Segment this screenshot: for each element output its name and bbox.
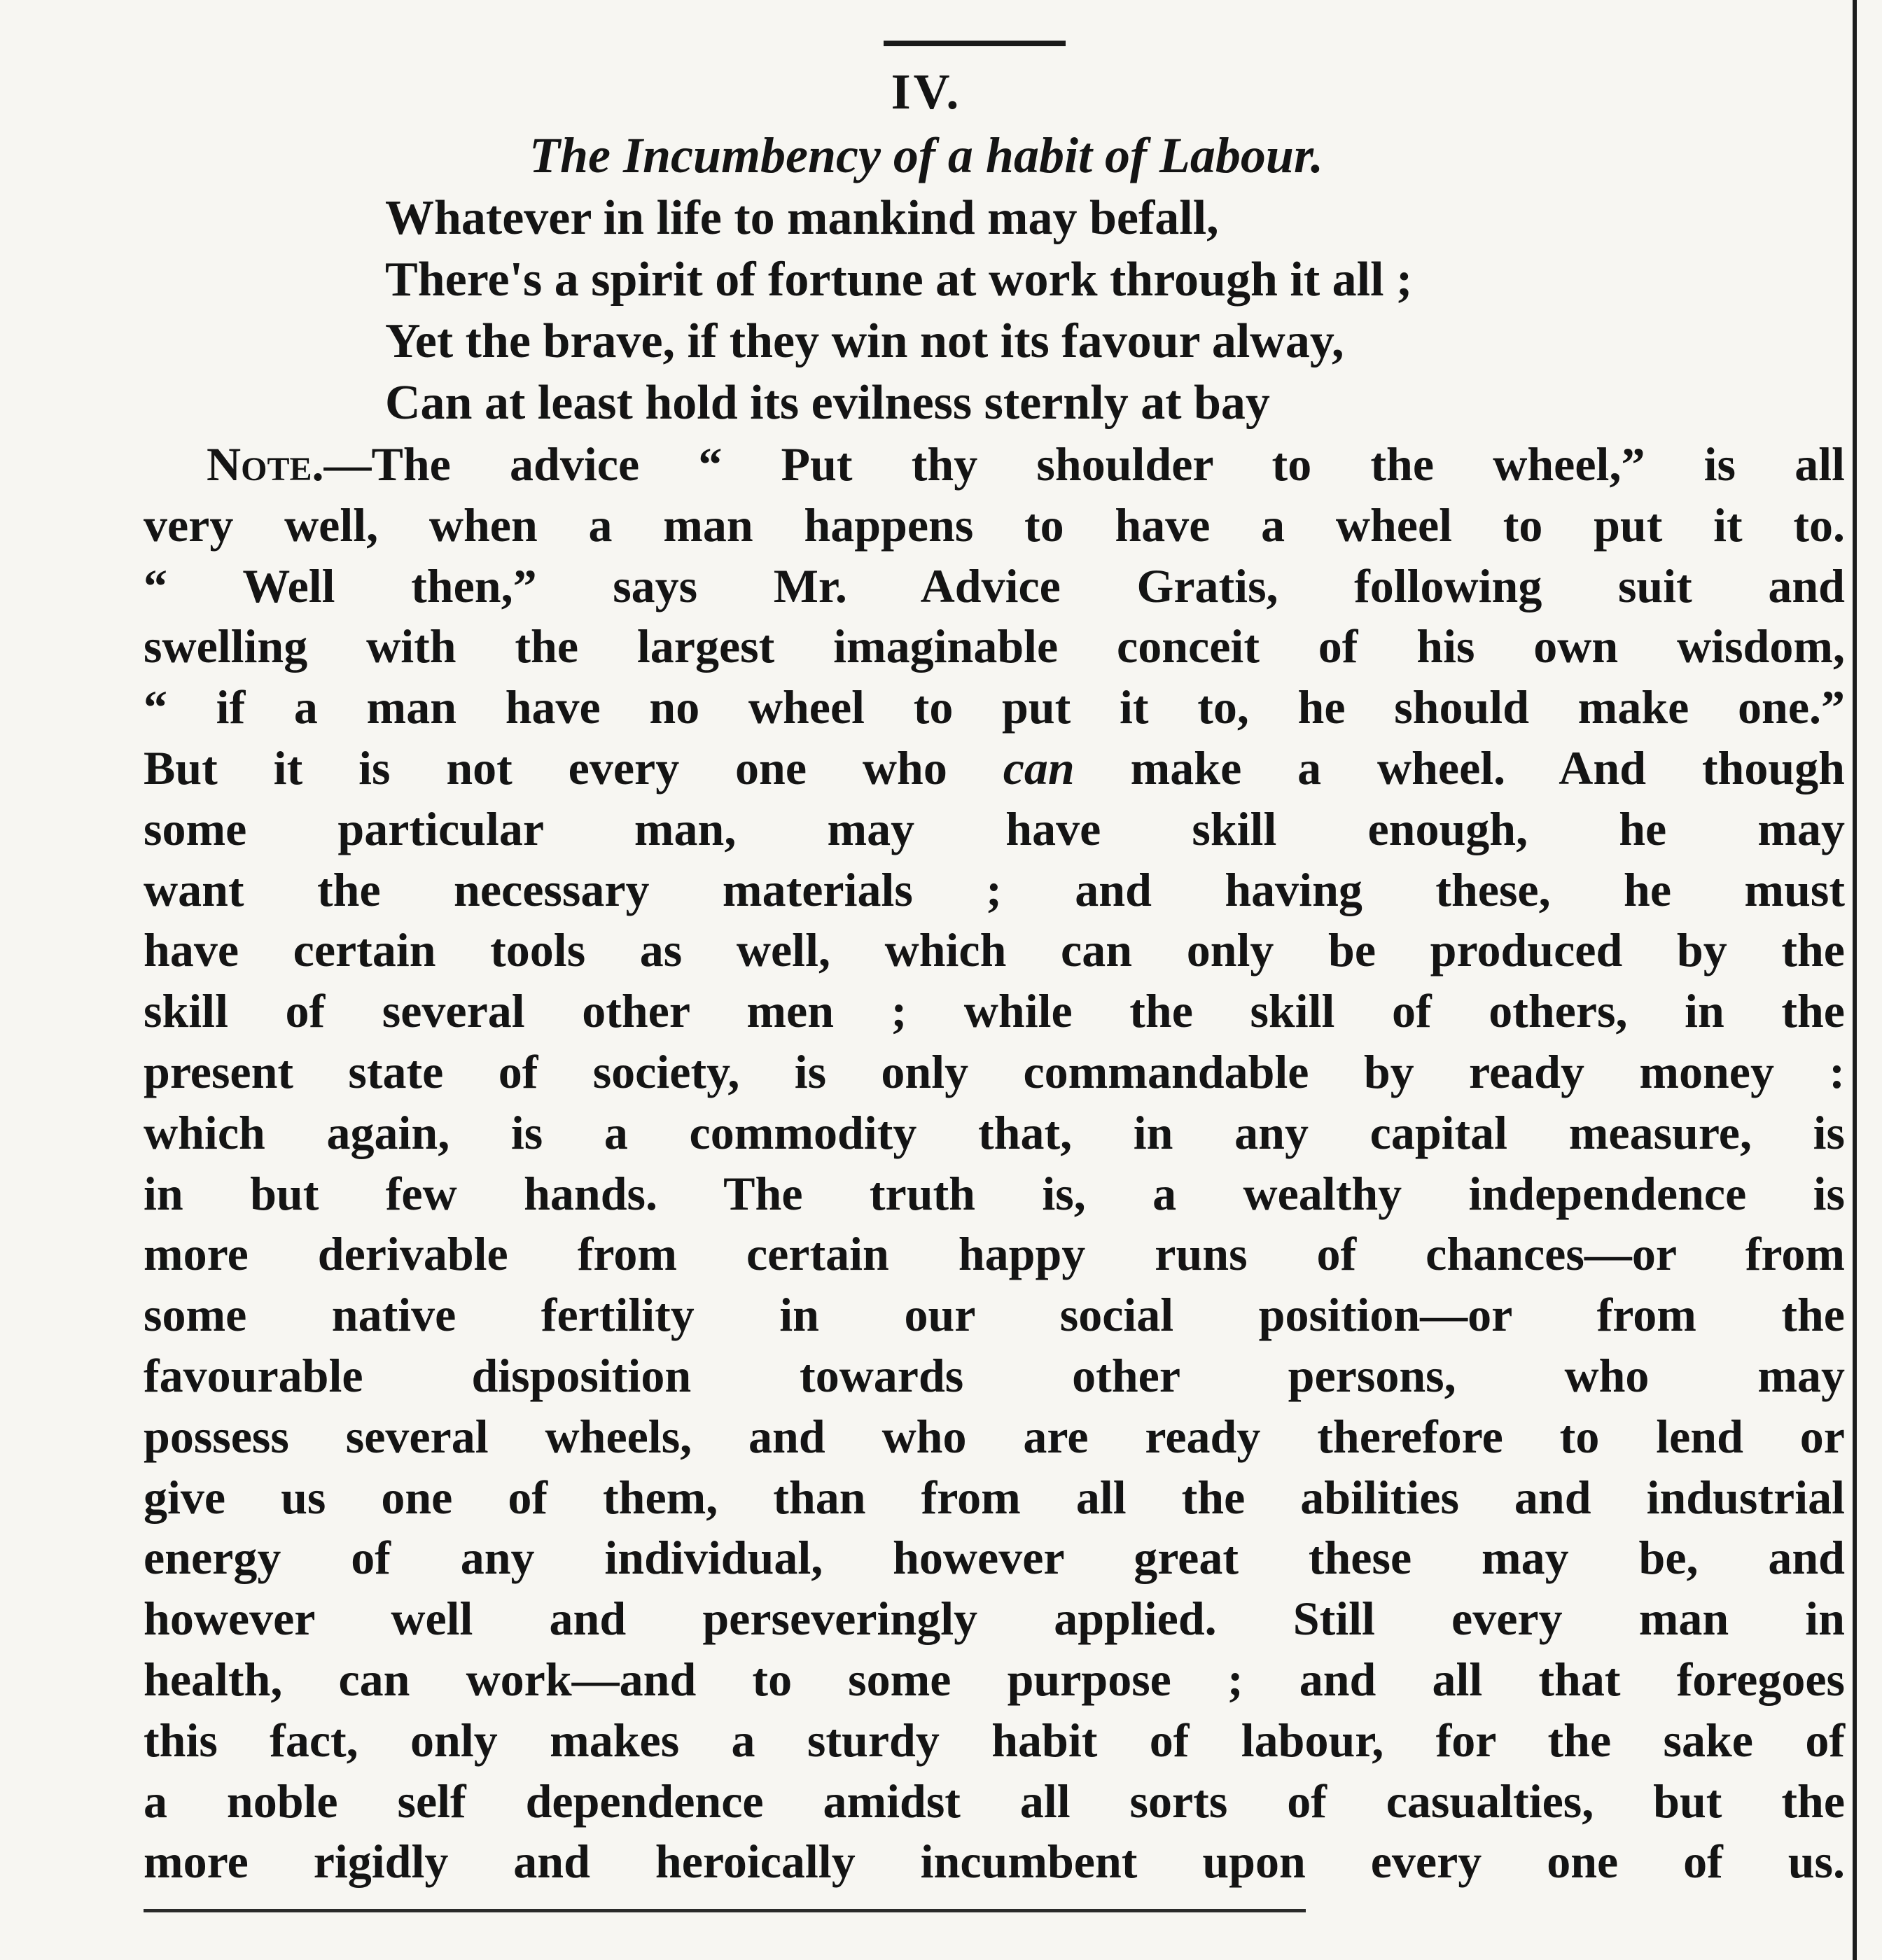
bottom-rule	[144, 1909, 1306, 1912]
note-line: energy of any individual, however great these may be, and	[144, 1531, 1845, 1585]
column-rule	[1853, 0, 1857, 1960]
section-divider-rule	[884, 41, 1066, 46]
note-line: present state of society, is only commandable by ready money :	[144, 1044, 1845, 1098]
section-number: IV.	[891, 64, 962, 120]
note-line: health, can work—and to some purpose ; and all that foregoes	[144, 1652, 1845, 1706]
note-line: some particular man, may have skill enough, he may	[144, 802, 1845, 855]
note-line: possess several wheels, and who are ready therefore to lend or	[144, 1409, 1845, 1463]
note-line: some native fertility in our social position—or from the	[144, 1288, 1845, 1342]
poem-stanza	[385, 188, 1820, 434]
emphasis-word: can	[1003, 741, 1075, 794]
note-line: “ Well then,” says Mr. Advice Gratis, following suit and	[144, 559, 1845, 612]
note-line: give us one of them, than from all the abilities and industrial	[144, 1470, 1845, 1524]
note-line: however well and perseveringly applied. Still every man in	[144, 1592, 1845, 1646]
poem-line: Can at least hold its evilness sternly at bay	[385, 376, 1270, 430]
poem-line: Whatever in life to mankind may befall,	[385, 191, 1219, 245]
note-line	[144, 434, 1845, 495]
note-line: favourable disposition towards other persons, who may	[144, 1348, 1845, 1402]
note-label: Note.	[207, 438, 324, 491]
note-line: this fact, only makes a sturdy habit of labour, for the sake of	[144, 1713, 1845, 1767]
note-line: want the necessary materials ; and having these, he must	[144, 862, 1845, 916]
note-line: more rigidly and heroically incumbent upon every one of us.	[144, 1835, 1845, 1889]
poem-line: There's a spirit of fortune at work through it all ;	[385, 253, 1413, 307]
note-line: swelling with the largest imaginable conceit of his own wisdom,	[144, 620, 1845, 673]
section-heading: The Incumbency of a habit of Labour.	[529, 127, 1324, 183]
note-line-suffix: make a wheel. And though	[1130, 741, 1846, 794]
note-paragraph	[144, 434, 1845, 1892]
note-line: “ if a man have no wheel to put it to, he should make one.”	[144, 680, 1845, 734]
note-line: a noble self dependence amidst all sorts of casualties, but the	[144, 1774, 1845, 1828]
note-line: have certain tools as well, which can only be produced by the	[144, 923, 1845, 977]
note-line: which again, is a commodity that, in any capital measure, is	[144, 1105, 1845, 1159]
note-line: in but few hands. The truth is, a wealthy independence is	[144, 1166, 1845, 1220]
poem-line: Yet the brave, if they win not its favour alway,	[385, 314, 1344, 368]
note-line-text: —The advice “ Put thy shoulder to the wheel,” is all	[323, 438, 1845, 491]
note-line: very well, when a man happens to have a wheel to put it to.	[144, 498, 1845, 552]
note-line: skill of several other men ; while the skill of others, in the	[144, 984, 1845, 1038]
note-line: more derivable from certain happy runs of chances—or from	[144, 1227, 1845, 1281]
note-line	[144, 738, 1845, 799]
note-line-prefix: But it is not every one who	[144, 741, 947, 794]
